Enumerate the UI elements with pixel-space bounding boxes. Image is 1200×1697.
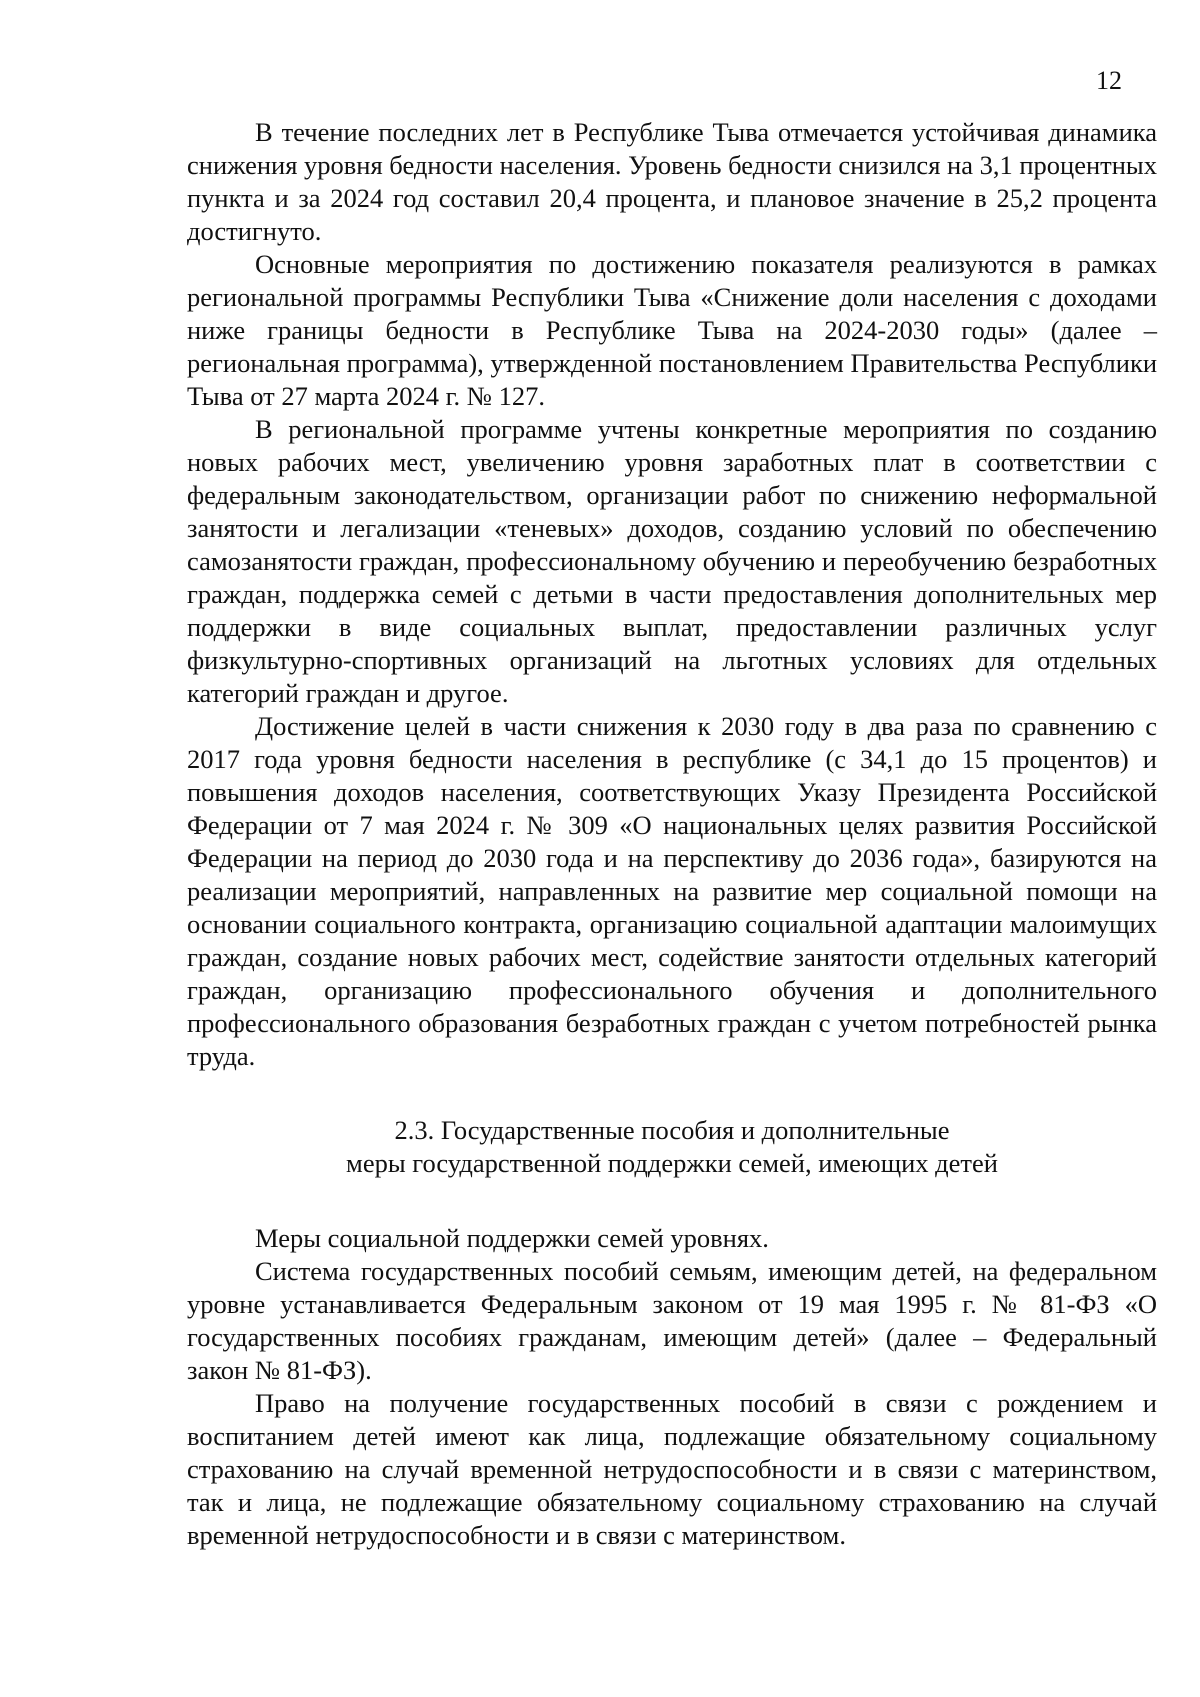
paragraph: Меры социальной поддержки семей уровнях. bbox=[255, 1223, 769, 1253]
page-number: 12 bbox=[1096, 66, 1122, 95]
paragraph: Право на получение государственных пособий в связи с рождением и воспитанием детей имеют как лица, подлежащие обязательному социальному страхованию на случай временной нетрудоспособности и в связи с материнством, так и лица, не подлежащие обязательному социальному страхованию на случай временной нетрудоспособности и в связи с материнством. bbox=[187, 1388, 1157, 1550]
paragraph: Основные мероприятия по достижению показателя реализуются в рамках региональной программы Республики Тыва «Снижение доли населения с доходами ниже границы бедности в Республике Тыва на 2024-2030 годы» (далее – региональная программа), утвержденной постановлением Правительства Республики Тыва от 27 марта 2024 г. № 127. bbox=[187, 249, 1157, 411]
section-heading-line-2: меры государственной поддержки семей, имеющих детей bbox=[346, 1148, 998, 1178]
paragraph: Система государственных пособий семьям, имеющим детей, на федеральном уровне устанавливается Федеральным законом от 19 мая 1995 г. № 81-ФЗ «О государственных пособиях гражданам, имеющим детей» (далее – Федеральный закон № 81-ФЗ). bbox=[187, 1256, 1157, 1385]
paragraph: В региональной программе учтены конкретные мероприятия по созданию новых рабочих мест, увеличению уровня заработных плат в соответствии с федеральным законодательством, организации работ по снижению неформальной занятости и легализации «теневых» доходов, созданию условий по обеспечению самозанятости граждан, профессиональному обучению и переобучению безработных граждан, поддержка семей с детьми в части предоставления дополнительных мер поддержки в виде социальных выплат, предоставлении различных услуг физкультурно-спортивных организаций на льготных условиях для отдельных категорий граждан и другое. bbox=[187, 414, 1157, 708]
section-heading bbox=[187, 1114, 1157, 1180]
paragraph: Достижение целей в части снижения к 2030 году в два раза по сравнению с 2017 года уровня бедности населения в республике (с 34,1 до 15 процентов) и повышения доходов населения, соответствующих Указу Президента Российской Федерации от 7 мая 2024 г. № 309 «О национальных целях развития Российской Федерации на период до 2030 года и на перспективу до 2036 года», базируются на реализации мероприятий, направленных на развитие мер социальной помощи на основании социального контракта, организацию социальной адаптации малоимущих граждан, создание новых рабочих мест, содействие занятости отдельных категорий граждан, организацию профессионального обучения и дополнительного профессионального образования безработных граждан с учетом потребностей рынка труда. bbox=[187, 711, 1157, 1071]
document-body bbox=[187, 116, 1157, 1552]
paragraph: В течение последних лет в Республике Тыва отмечается устойчивая динамика снижения уровня бедности населения. Уровень бедности снизился на 3,1 процентных пункта и за 2024 год составил 20,4 процента, и плановое значение в 25,2 процента достигнуто. bbox=[187, 117, 1157, 246]
section-heading-line-1: 2.3. Государственные пособия и дополнительные bbox=[394, 1115, 950, 1145]
